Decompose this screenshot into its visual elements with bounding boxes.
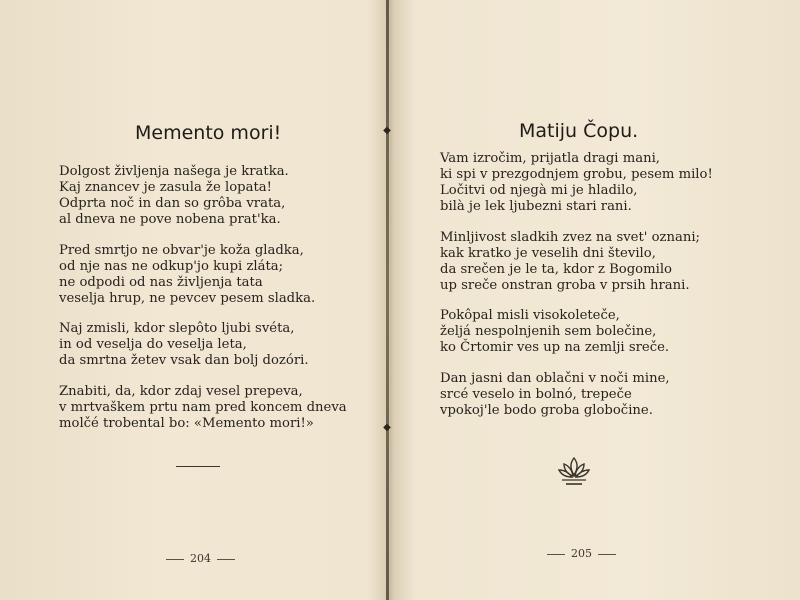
verse-line: od nje nas ne odkup'jo kupi zláta; xyxy=(59,258,284,274)
stanza xyxy=(59,384,347,432)
verse-line: Pokôpal misli visokoleteče, xyxy=(440,308,620,323)
verse-line: srcé veselo in bolnó, trepeče xyxy=(440,386,632,402)
verse-line: ko Črtomir ves up na zemlji sreče. xyxy=(440,340,670,355)
page-number xyxy=(160,552,241,565)
page-title: Matiju Čopu. xyxy=(519,120,639,142)
verse-line: Minljivost sladkih zvez na svet' oznani; xyxy=(440,229,700,245)
folio-dash xyxy=(547,554,565,555)
verse-line: up sreče onstran groba v prsih hrani. xyxy=(440,277,690,293)
page-title: Memento mori! xyxy=(135,122,282,144)
verse-line: željá nespolnjenih sem bolečine, xyxy=(440,324,657,339)
verse-line: Dan jasni dan oblačni v noči mine, xyxy=(440,370,670,386)
lotus-ornament-icon xyxy=(556,455,592,487)
verse-line: ki spi v prezgodnjem grobu, pesem milo! xyxy=(440,167,713,182)
stitch-mark: ◆ xyxy=(383,422,391,433)
verse-line: Pred smrtjo ne obvar'je koža gladka, xyxy=(59,242,304,258)
end-rule xyxy=(176,466,220,467)
poem-body xyxy=(440,151,713,433)
verse-line: Vam izročim, prijatla dragi mani, xyxy=(440,151,660,166)
stanza xyxy=(440,371,713,419)
verse-line: in od veselja do veselja leta, xyxy=(59,337,247,352)
stanza xyxy=(440,151,713,215)
verse-line: veselja hrup, ne pevcev pesem sladka. xyxy=(59,290,316,306)
verse-line: al dneva ne pove nobena prat'ka. xyxy=(59,212,281,227)
verse-line: Znabiti, da, kdor zdaj vesel prepeva, xyxy=(59,383,303,399)
verse-line: bilà je lek ljubezni stari rani. xyxy=(440,199,632,214)
verse-line: vpokoj'le bodo groba globočine. xyxy=(440,402,653,418)
verse-line: v mrtvaškem prtu nam pred koncem dneva xyxy=(59,399,347,415)
page-number xyxy=(541,547,622,560)
stanza xyxy=(59,164,347,228)
stanza xyxy=(440,230,713,294)
stanza xyxy=(440,308,713,356)
poem-body xyxy=(59,164,347,446)
page-number-text: 205 xyxy=(571,547,592,560)
verse-line: Dolgost življenja našega je kratka. xyxy=(59,164,289,179)
folio-dash xyxy=(217,559,235,560)
book-spine xyxy=(386,0,389,600)
stitch-mark: ◆ xyxy=(383,125,391,136)
folio-dash xyxy=(166,559,184,560)
stanza xyxy=(59,321,347,369)
verse-line: ne odpodi od nas življenja tata xyxy=(59,274,263,290)
verse-line: da srečen je le ta, kdor z Bogomilo xyxy=(440,261,672,277)
verse-line: Naj zmisli, kdor slepôto ljubi svéta, xyxy=(59,321,295,336)
verse-line: Ločitvi od njegà mi je hladilo, xyxy=(440,183,638,198)
page-number-text: 204 xyxy=(190,552,211,565)
verse-line: molčé trobental bo: «Memento mori!» xyxy=(59,415,314,431)
stanza xyxy=(59,243,347,307)
verse-line: da smrtna žetev vsak dan bolj dozóri. xyxy=(59,353,309,368)
verse-line: kak kratko je veselih dni število, xyxy=(440,245,656,261)
folio-dash xyxy=(598,554,616,555)
verse-line: Odprta noč in dan so grôba vrata, xyxy=(59,196,286,211)
verse-line: Kaj znancev je zasula že lopata! xyxy=(59,180,272,195)
